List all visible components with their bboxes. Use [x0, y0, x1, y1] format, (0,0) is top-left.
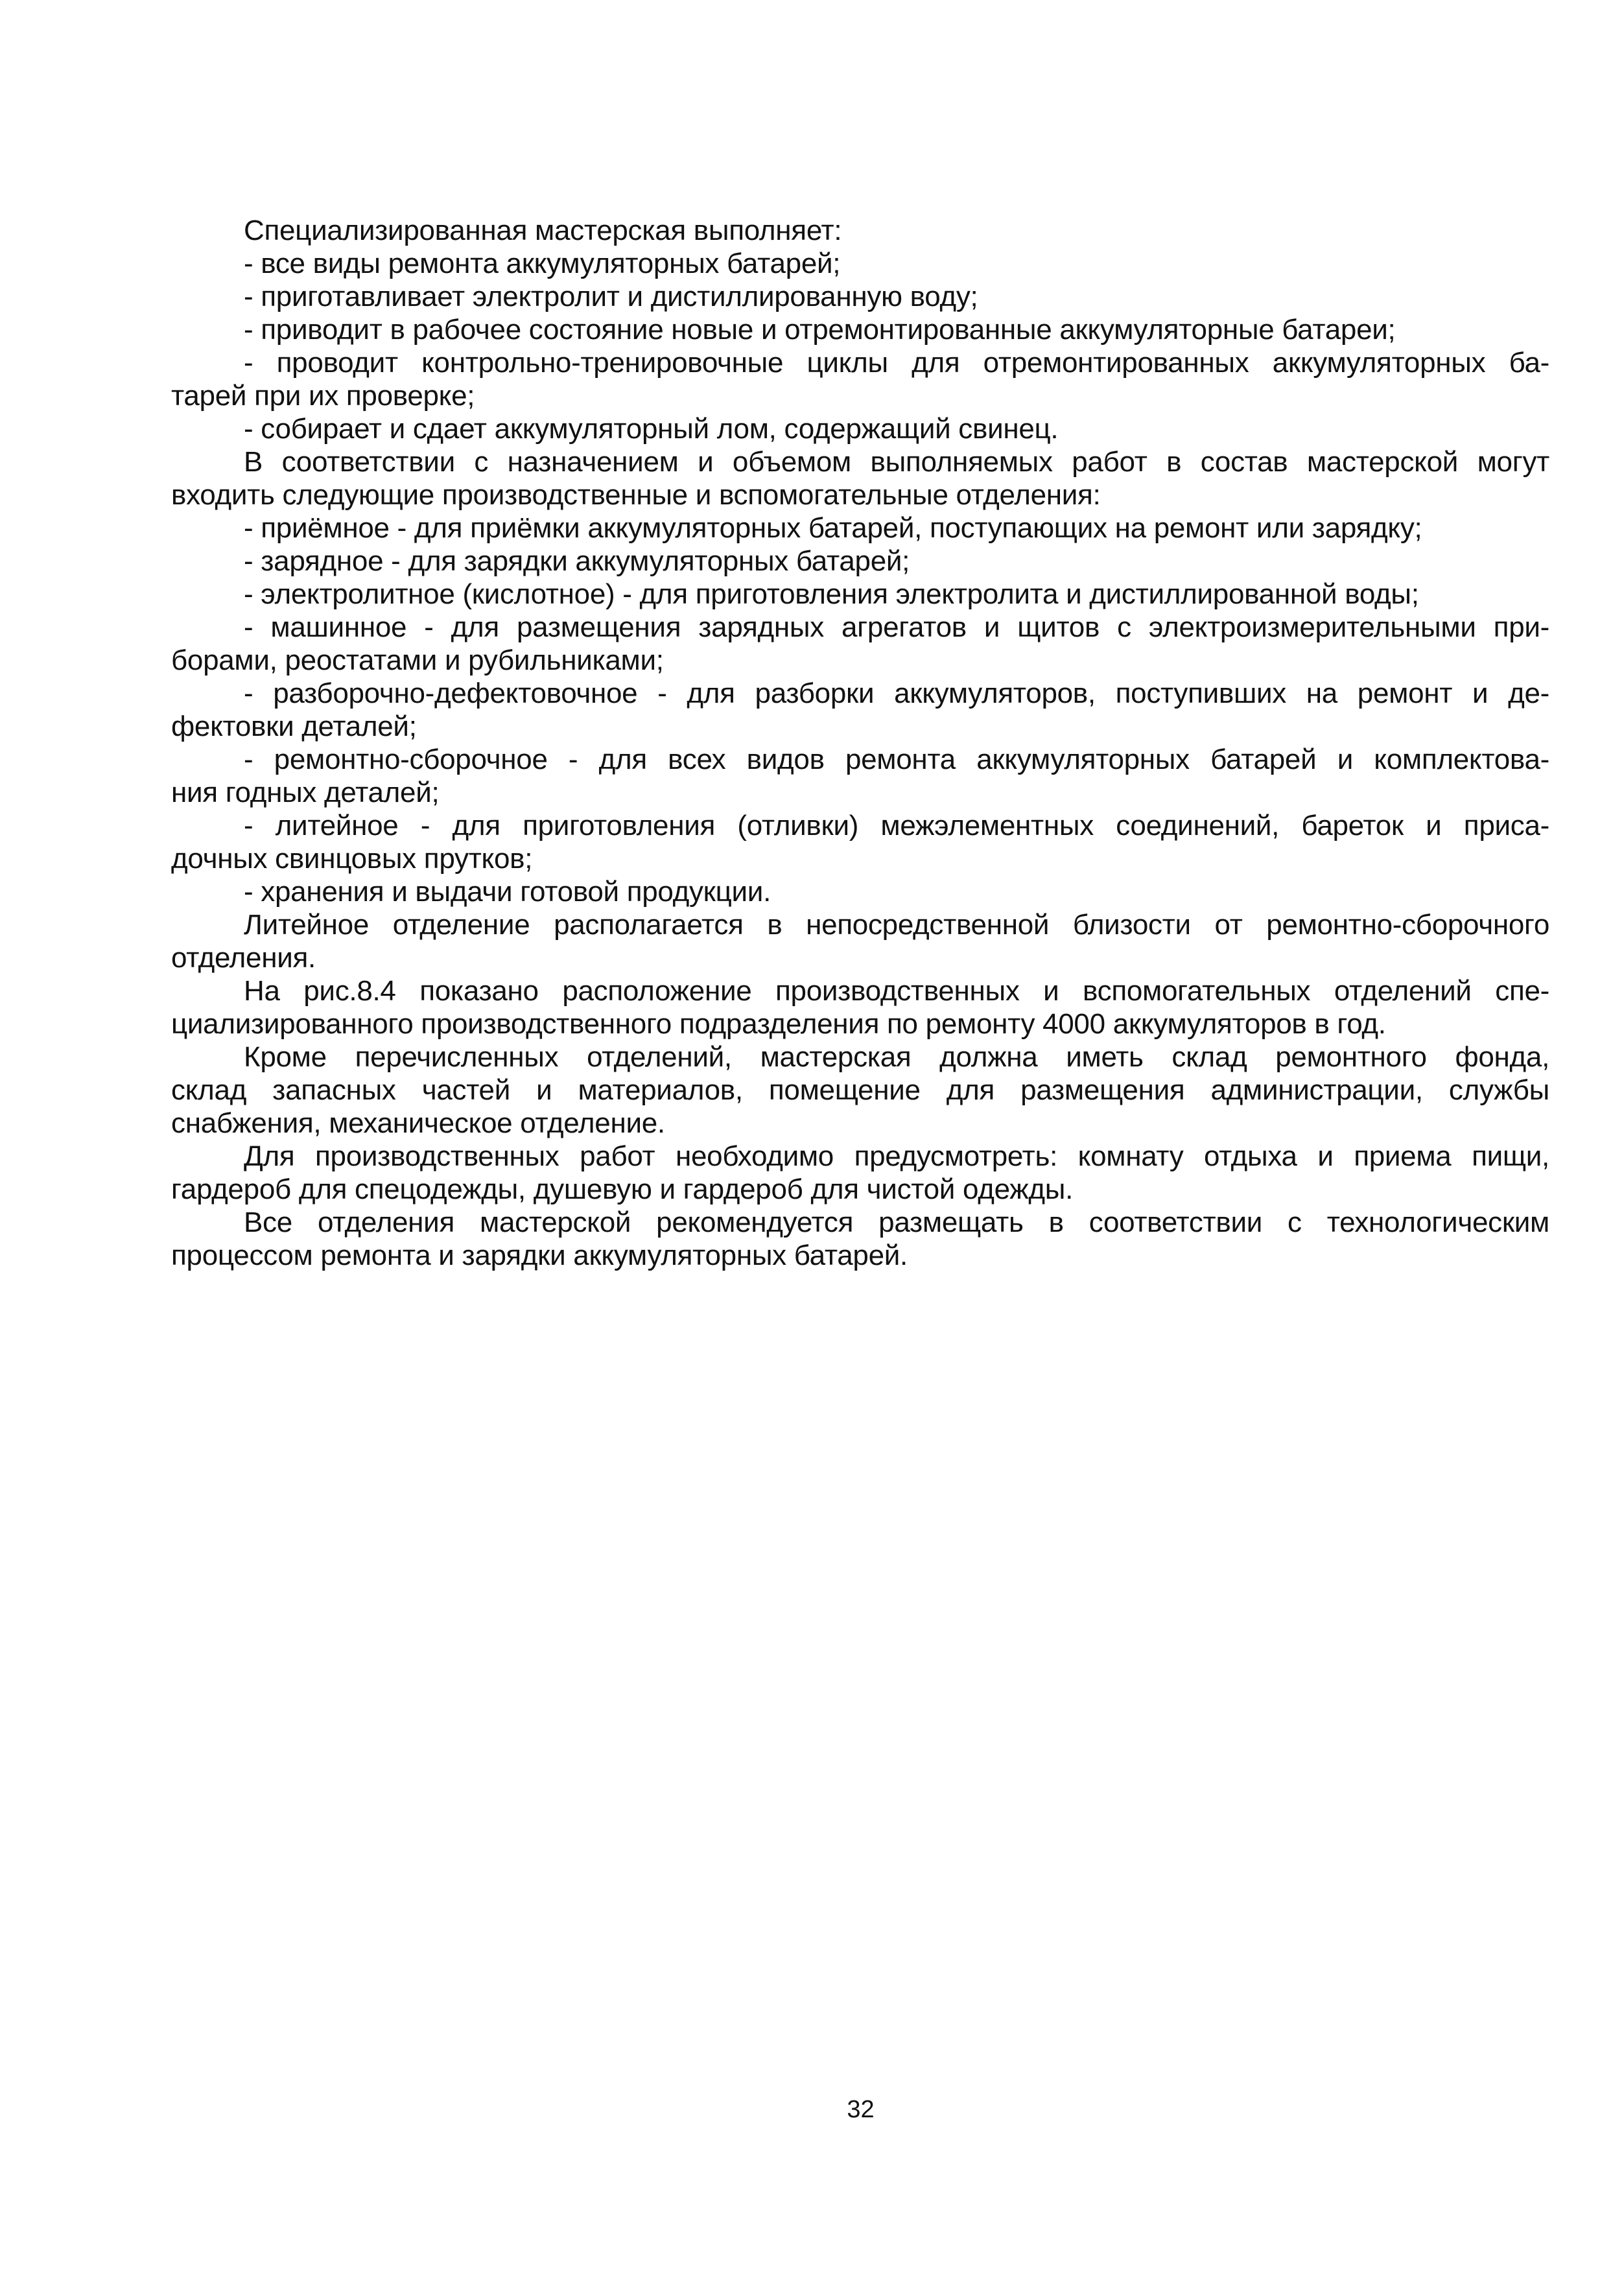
text-line: дочных свинцовых прутков;	[171, 843, 533, 875]
text-line: фектовки деталей;	[171, 711, 417, 742]
list-item: - литейное - для приготовления (отливки) межэлементных соединений, бареток и приса-	[244, 810, 1549, 841]
text-line: гардероб для спецодежды, душевую и гардероб для чистой одежды.	[171, 1173, 1074, 1205]
text-line: ния годных деталей;	[171, 777, 440, 808]
list-item: - зарядное - для зарядки аккумуляторных батарей;	[244, 545, 910, 577]
list-item: - приготавливает электролит и дистиллированную воду;	[244, 281, 978, 312]
text-line: борами, реостатами и рубильниками;	[171, 644, 664, 676]
list-item: - собирает и сдает аккумуляторный лом, содержащий свинец.	[244, 413, 1059, 445]
list-item: - электролитное (кислотное) - для приготовления электролита и дистиллированной воды;	[244, 578, 1419, 610]
body-text	[171, 214, 1549, 1272]
text-line: тарей при их проверке;	[171, 380, 475, 412]
list-item: - приёмное - для приёмки аккумуляторных батарей, поступающих на ремонт или зарядку;	[244, 512, 1422, 544]
list-item: - хранения и выдачи готовой продукции.	[244, 876, 771, 908]
text-line: снабжения, механическое отделение.	[171, 1107, 665, 1139]
list-item: - ремонтно-сборочное - для всех видов ремонта аккумуляторных батарей и комплектова-	[244, 744, 1549, 775]
list-item: - разборочно-дефектовочное - для разборки аккумуляторов, поступивших на ремонт и де-	[244, 677, 1549, 709]
text-line: процессом ремонта и зарядки аккумуляторных батарей.	[171, 1240, 908, 1271]
text-line: Для производственных работ необходимо предусмотреть: комнату отдыха и приема пищи,	[244, 1140, 1549, 1172]
text-line: Специализированная мастерская выполняет:	[244, 215, 842, 246]
list-item: - машинное - для размещения зарядных агрегатов и щитов с электроизмерительными при-	[244, 611, 1549, 643]
text-line: Кроме перечисленных отделений, мастерская должна иметь склад ремонтного фонда,	[244, 1041, 1549, 1073]
page-number: 32	[847, 2096, 875, 2123]
list-item: - все виды ремонта аккумуляторных батарей;	[244, 248, 841, 279]
text-line: На рис.8.4 показано расположение производственных и вспомогательных отделений спе-	[244, 975, 1549, 1007]
text-line: В соответствии с назначением и объемом выполняемых работ в состав мастерской могут	[244, 446, 1549, 478]
text-line: отделения.	[171, 942, 316, 974]
text-line: Все отделения мастерской рекомендуется размещать в соответствии с технологическим	[244, 1206, 1549, 1238]
text-line: склад запасных частей и материалов, помещение для размещения администрации, службы	[171, 1074, 1549, 1106]
list-item: - проводит контрольно-тренировочные циклы для отремонтированных аккумуляторных ба-	[244, 347, 1549, 379]
text-line: входить следующие производственные и вспомогательные отделения:	[171, 479, 1101, 511]
list-item: - приводит в рабочее состояние новые и отремонтированные аккумуляторные батареи;	[244, 314, 1396, 346]
text-line: циализированного производственного подразделения по ремонту 4000 аккумуляторов в год.	[171, 1008, 1386, 1040]
text-line: Литейное отделение располагается в непосредственной близости от ремонтно-сборочного	[244, 909, 1549, 941]
